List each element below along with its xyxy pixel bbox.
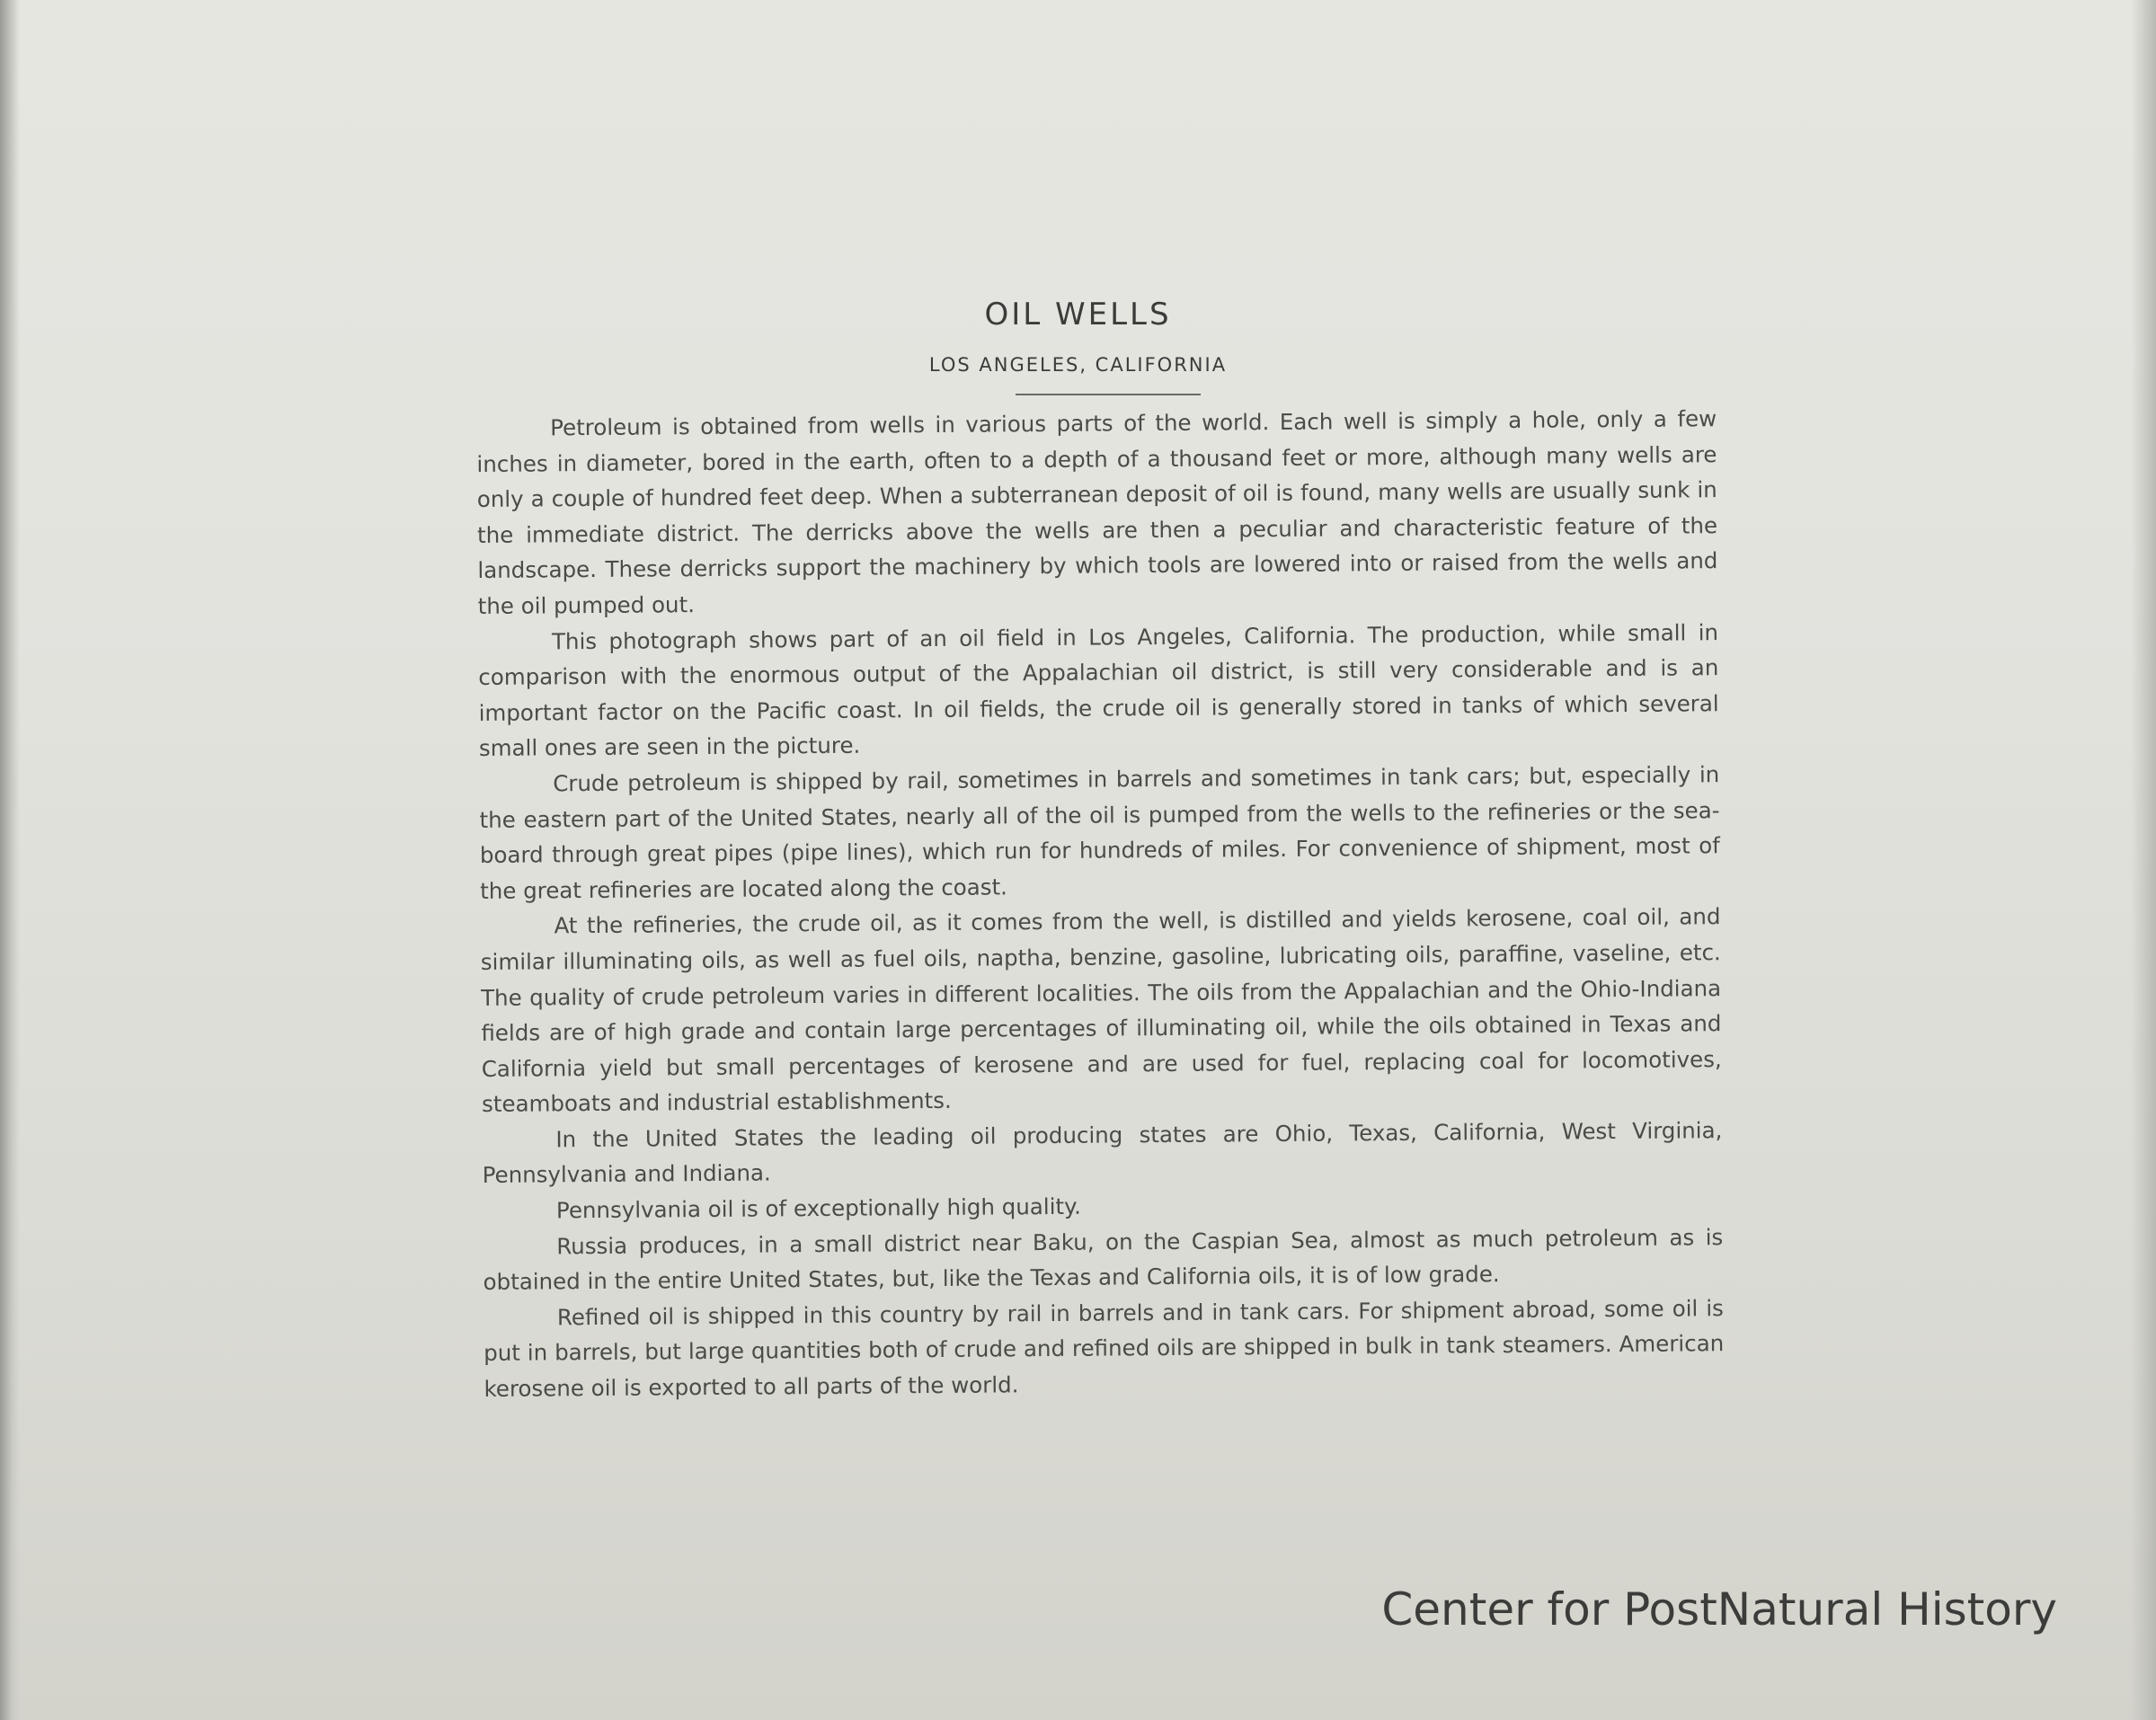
document-title: OIL WELLS — [984, 297, 1172, 332]
paragraph: Petroleum is obtained from wells in various parts of the world. Each well is simply a hole, only a few inches in diameter, bored in the earth, often to a depth of a thousand feet or more, although many wells are only a couple of hundred feet deep. When a subterranean deposit of oil is found, many wells are usually sunk in the immediate district. The derricks above the wells are then a peculiar and characteristic feature of the landscape. These derricks support the machinery by which tools are lowered into or raised from the wells and the oil pumped out. — [476, 405, 1718, 619]
document-subtitle: LOS ANGELES, CALIFORNIA — [928, 354, 1228, 376]
paragraph: This photograph shows part of an oil field in Los Angeles, California. The production, while small in comparison with the enormous output of the Appalachian oil district, is still very considerable and is an important factor on the Pacific coast. In oil fields, the crude oil is generally stored in tanks of which several small ones are seen in the picture. — [478, 618, 1719, 762]
paragraph: In the United States the leading oil producing states are Ohio, Texas, California, West Virginia, Pennsylvania and Indiana. — [482, 1117, 1723, 1189]
paragraph: Russia produces, in a small district near Baku, on the Caspian Sea, almost as much petroleum as is obtained in the entire United States, but, like the Texas and California oils, it is of low grade. — [483, 1223, 1724, 1296]
paragraph: At the refineries, the crude oil, as it comes from the well, is distilled and yields kerosene, coal oil, and similar illuminating oils, as well as fuel oils, naptha, benzine, gasoline, lubricating oils, paraffine, vaseline, etc. The quality of crude petroleum varies in different localities. The oils from the Appalachian and the Ohio-Indiana fields are of high grade and contain large percentages of illuminating oil, while the oils obtained in Texas and California yield but small percentages of kerosene and are used for fuel, replacing coal for locomotives, steamboats and industrial establishments. — [480, 903, 1722, 1118]
document-body — [476, 401, 1725, 1406]
title-divider — [1016, 394, 1201, 395]
paragraph: Refined oil is shipped in this country by rail in barrels and in tank cars. For shipment abroad, some oil is put in barrels, but large quantities both of crude and refined oils are shipped in bulk in tank steamers. American kerosene oil is exported to all parts of the world. — [484, 1294, 1725, 1402]
watermark-text: Center for PostNatural History — [1381, 1583, 2057, 1636]
paragraph: Pennsylvania oil is of exceptionally high quality. — [555, 1192, 1081, 1224]
paragraph: Crude petroleum is shipped by rail, sometimes in barrels and sometimes in tank cars; but, especially in the eastern part of the United States, nearly all of the oil is pumped from the wells to the refineries or the sea-board through great pipes (pipe lines), which run for hundreds of miles. For convenience of shipment, most of the great refineries are located along the coast. — [479, 761, 1720, 904]
